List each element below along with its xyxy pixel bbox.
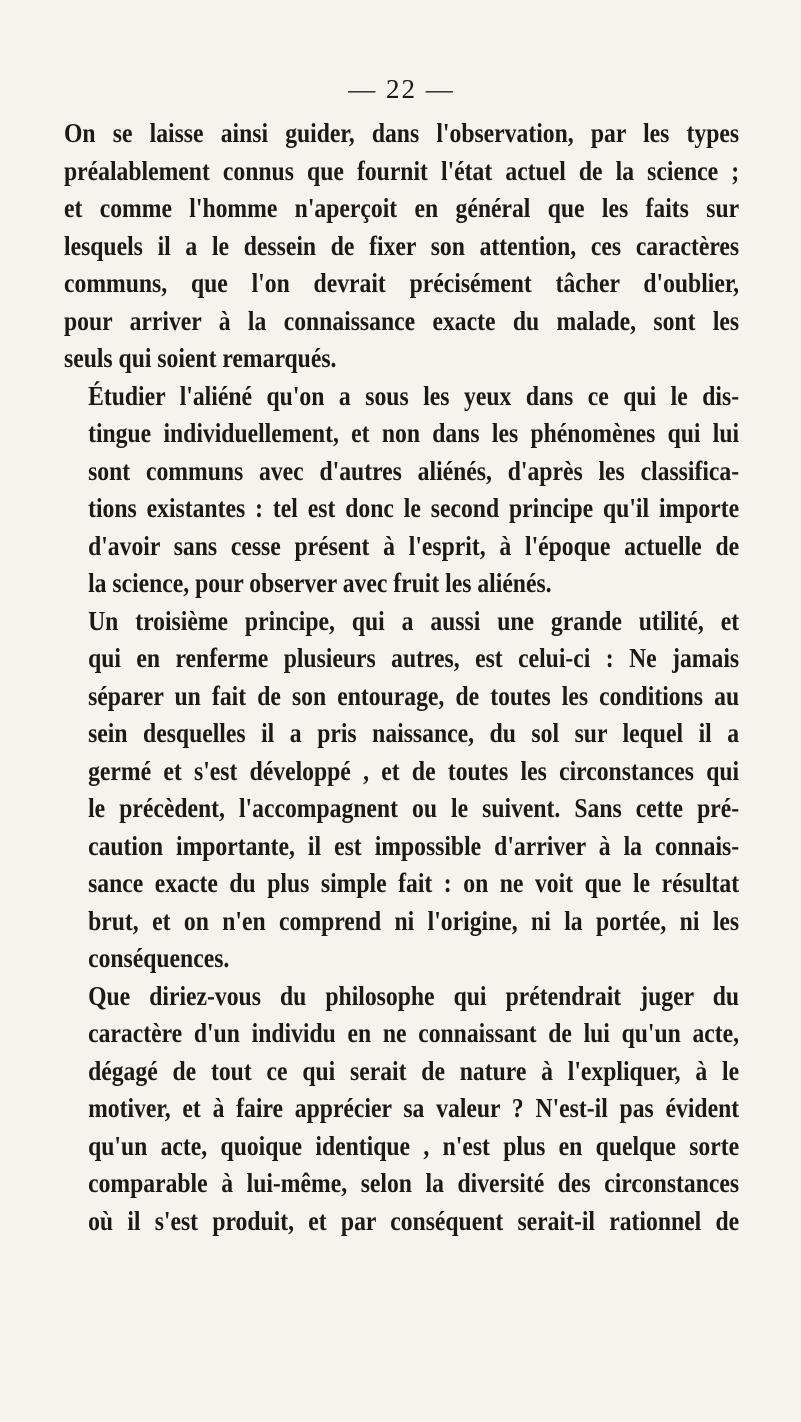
text-line: sance exacte du plus simple fait : on ne voit que le résultat [88,867,740,898]
text-line: conséquences. [88,942,230,973]
text-line: et comme l'homme n'aperçoit en général que les faits sur [64,192,740,223]
text-line: tions existantes : tel est donc le second principe qu'il importe [88,492,740,523]
text-line: dégagé de tout ce qui serait de nature à l'expliquer, à le [88,1054,740,1086]
text-line: caractère d'un individu en ne connaissant de lui qu'un acte, [88,1017,740,1048]
text-line: sein desquelles il a pris naissance, du sol sur lequel il a [88,717,740,748]
text-line: brut, et on n'en comprend ni l'origine, ni la portée, ni les [88,904,740,936]
paragraph-3 [64,602,739,977]
text-line: seuls qui soient remarqués. [64,342,337,373]
page-content [64,72,739,1239]
text-line: pour arriver à la connaissance exacte du malade, sont les [64,304,740,336]
text-line: qui en renferme plusieurs autres, est celui-ci : Ne jamais [88,642,740,673]
text-line: lesquels il a le dessein de fixer son attention, ces caractères [64,229,740,261]
text-line: motiver, et à faire apprécier sa valeur ? N'est-il pas évident [88,1092,740,1123]
page-number: — 22 — [348,74,455,104]
text-line: tingue individuellement, et non dans les phénomènes qui lui [88,417,740,448]
paragraph-1 [64,114,739,377]
text-line: caution importante, il est impossible d'arriver à la connais- [88,829,740,861]
text-line: communs, que l'on devrait précisément tâcher d'oublier, [64,267,740,298]
text-line: le précèdent, l'accompagnent ou le suivent. Sans cette pré- [88,792,740,823]
text-line: d'avoir sans cesse présent à l'esprit, à l'époque actuelle de [88,529,740,561]
text-line: sont communs avec d'autres aliénés, d'après les classifica- [88,454,740,486]
text-line: la science, pour observer avec fruit les aliénés. [88,567,552,598]
text-line: préalablement connus que fournit l'état actuel de la science ; [64,154,740,186]
text-line: On se laisse ainsi guider, dans l'observation, par les types [64,117,740,148]
text-line: séparer un fait de son entourage, de toutes les conditions au [88,679,740,711]
text-line: Que diriez-vous du philosophe qui prétendrait juger du [88,979,740,1011]
text-line: où il s'est produit, et par conséquent serait-il rationnel de [88,1204,740,1236]
text-line: Un troisième principe, qui a aussi une grande utilité, et [88,604,740,636]
text-line: comparable à lui-même, selon la diversité des circonstances [88,1167,740,1198]
paragraph-2 [64,377,739,602]
paragraph-4 [64,977,739,1240]
text-line: Étudier l'aliéné qu'on a sous les yeux dans ce qui le dis- [88,379,740,411]
text-line: qu'un acte, quoique identique , n'est plus en quelque sorte [88,1129,740,1161]
text-line: germé et s'est développé , et de toutes les circonstances qui [88,754,740,786]
